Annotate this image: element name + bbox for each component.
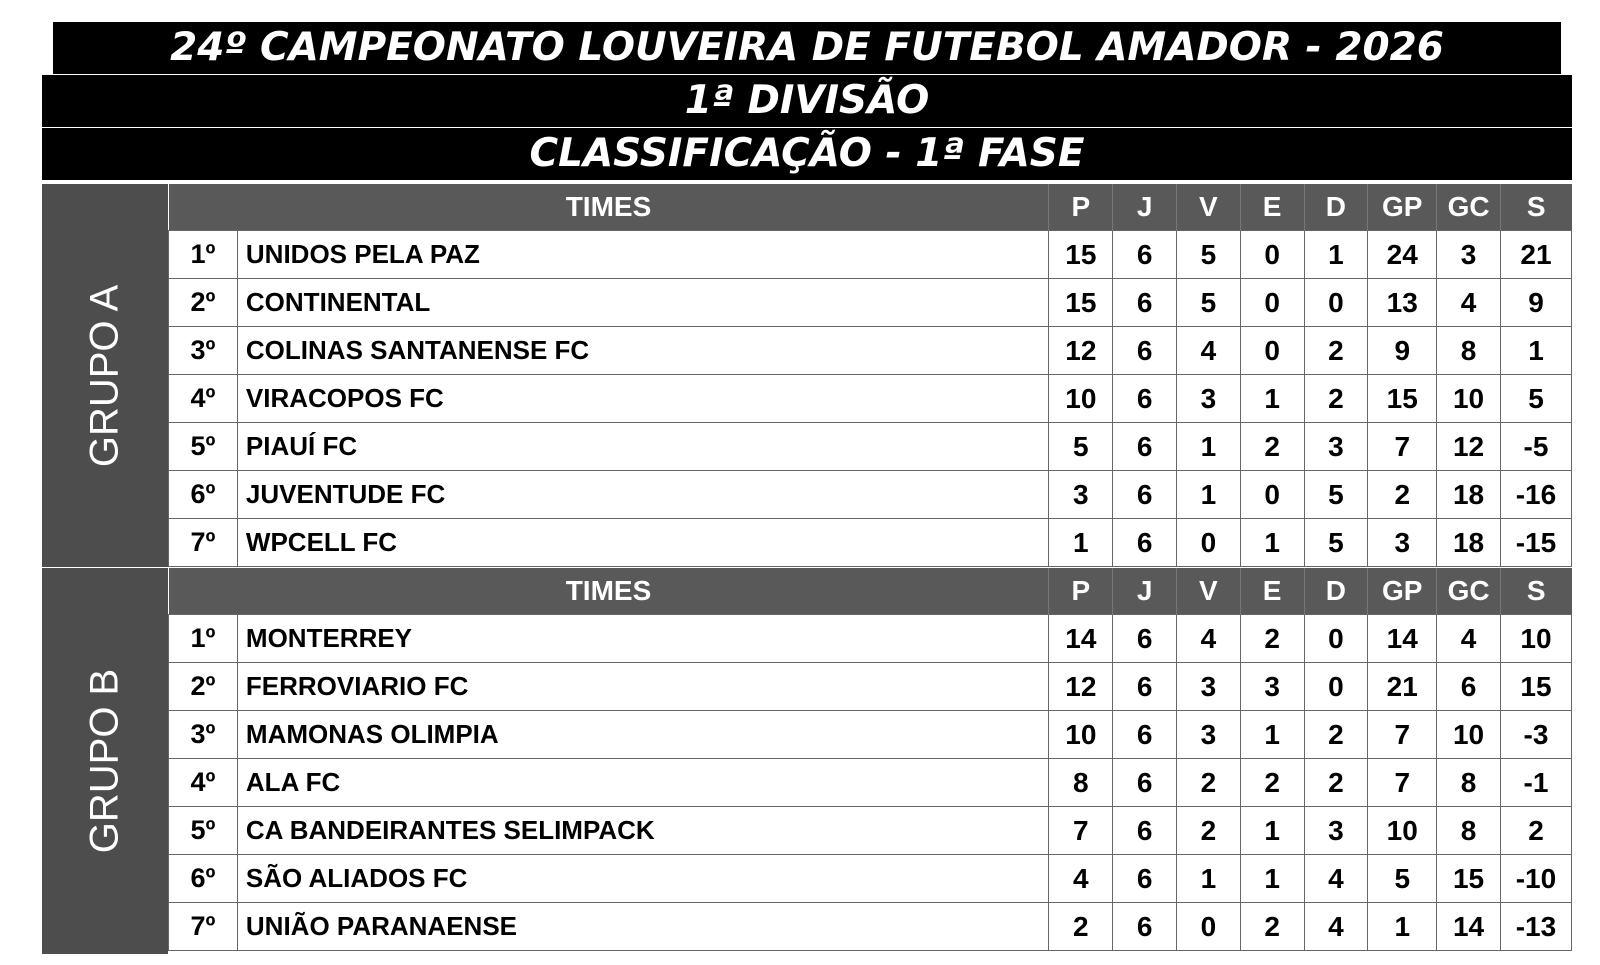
stat-v-cell: 1 [1176, 855, 1240, 903]
stat-j-cell: 6 [1113, 231, 1177, 279]
column-header-gc: GC [1437, 184, 1501, 231]
stat-p-cell: 10 [1049, 375, 1113, 423]
position-cell: 2º [169, 279, 238, 327]
group-b-label: GRUPO B [82, 668, 127, 854]
stat-e-cell: 2 [1240, 423, 1304, 471]
stat-s-cell: 1 [1500, 327, 1571, 375]
stat-s-cell: -5 [1500, 423, 1571, 471]
column-header-v: V [1176, 184, 1240, 231]
stat-j-cell: 6 [1113, 759, 1177, 807]
stat-s-cell: 9 [1500, 279, 1571, 327]
position-cell: 5º [169, 807, 238, 855]
stat-d-cell: 2 [1304, 327, 1368, 375]
position-cell: 3º [169, 327, 238, 375]
stat-d-cell: 3 [1304, 423, 1368, 471]
stat-gp-cell: 7 [1368, 423, 1437, 471]
phase-title: CLASSIFICAÇÃO - 1ª FASE [42, 128, 1572, 180]
table-row [169, 711, 1572, 759]
stat-e-cell: 1 [1240, 519, 1304, 567]
table-row [169, 615, 1572, 663]
stat-j-cell: 6 [1113, 279, 1177, 327]
group-b-label-cell [42, 568, 168, 954]
stat-gp-cell: 13 [1368, 279, 1437, 327]
stat-e-cell: 1 [1240, 855, 1304, 903]
stat-v-cell: 4 [1176, 327, 1240, 375]
table-row [169, 855, 1572, 903]
stat-v-cell: 1 [1176, 423, 1240, 471]
stat-e-cell: 0 [1240, 327, 1304, 375]
stat-p-cell: 4 [1049, 855, 1113, 903]
table-row [169, 327, 1572, 375]
stat-d-cell: 2 [1304, 759, 1368, 807]
team-name-cell: MONTERREY [237, 615, 1049, 663]
stat-gc-cell: 3 [1437, 231, 1501, 279]
stat-d-cell: 5 [1304, 519, 1368, 567]
stat-j-cell: 6 [1113, 855, 1177, 903]
column-header-j: J [1113, 568, 1177, 615]
stat-s-cell: -3 [1500, 711, 1571, 759]
stat-p-cell: 1 [1049, 519, 1113, 567]
table-row [169, 375, 1572, 423]
stat-gp-cell: 7 [1368, 759, 1437, 807]
stat-v-cell: 2 [1176, 807, 1240, 855]
stat-j-cell: 6 [1113, 711, 1177, 759]
column-header-p: P [1049, 568, 1113, 615]
stat-gc-cell: 4 [1437, 615, 1501, 663]
stat-d-cell: 3 [1304, 807, 1368, 855]
column-header-v: V [1176, 568, 1240, 615]
column-header-e: E [1240, 184, 1304, 231]
column-header-d: D [1304, 184, 1368, 231]
stat-s-cell: 21 [1500, 231, 1571, 279]
stat-gc-cell: 10 [1437, 711, 1501, 759]
column-header-s: S [1500, 184, 1571, 231]
team-name-cell: FERROVIARIO FC [237, 663, 1049, 711]
stat-gp-cell: 15 [1368, 375, 1437, 423]
stat-j-cell: 6 [1113, 327, 1177, 375]
stat-e-cell: 2 [1240, 615, 1304, 663]
stat-d-cell: 0 [1304, 663, 1368, 711]
table-row [169, 903, 1572, 951]
stat-j-cell: 6 [1113, 423, 1177, 471]
position-cell: 1º [169, 615, 238, 663]
stat-s-cell: 2 [1500, 807, 1571, 855]
stat-v-cell: 4 [1176, 615, 1240, 663]
table-row [169, 759, 1572, 807]
stat-gp-cell: 2 [1368, 471, 1437, 519]
table-row [169, 519, 1572, 567]
championship-title: 24º CAMPEONATO LOUVEIRA DE FUTEBOL AMADOR - 2026 [53, 22, 1561, 74]
position-cell: 7º [169, 903, 238, 951]
stat-p-cell: 7 [1049, 807, 1113, 855]
table-row [169, 663, 1572, 711]
team-name-cell: ALA FC [237, 759, 1049, 807]
column-header-s: S [1500, 568, 1571, 615]
stat-j-cell: 6 [1113, 615, 1177, 663]
team-name-cell: JUVENTUDE FC [237, 471, 1049, 519]
stat-p-cell: 12 [1049, 327, 1113, 375]
stat-s-cell: -15 [1500, 519, 1571, 567]
stat-s-cell: -10 [1500, 855, 1571, 903]
team-name-cell: CA BANDEIRANTES SELIMPACK [237, 807, 1049, 855]
position-cell: 7º [169, 519, 238, 567]
group-a-label-cell [42, 184, 168, 567]
stat-e-cell: 1 [1240, 711, 1304, 759]
stat-gp-cell: 9 [1368, 327, 1437, 375]
table-row [169, 423, 1572, 471]
stat-p-cell: 15 [1049, 231, 1113, 279]
stat-d-cell: 5 [1304, 471, 1368, 519]
position-cell: 6º [169, 471, 238, 519]
stat-j-cell: 6 [1113, 471, 1177, 519]
stat-v-cell: 3 [1176, 711, 1240, 759]
stat-p-cell: 2 [1049, 903, 1113, 951]
position-cell: 6º [169, 855, 238, 903]
table-row [169, 231, 1572, 279]
stat-d-cell: 0 [1304, 615, 1368, 663]
stat-d-cell: 0 [1304, 279, 1368, 327]
position-cell: 3º [169, 711, 238, 759]
stat-e-cell: 1 [1240, 375, 1304, 423]
stat-gc-cell: 4 [1437, 279, 1501, 327]
stat-v-cell: 5 [1176, 231, 1240, 279]
stat-d-cell: 2 [1304, 711, 1368, 759]
team-name-cell: VIRACOPOS FC [237, 375, 1049, 423]
header-row [169, 568, 1572, 615]
table-row [169, 471, 1572, 519]
stat-gc-cell: 18 [1437, 519, 1501, 567]
team-name-cell: COLINAS SANTANENSE FC [237, 327, 1049, 375]
stat-j-cell: 6 [1113, 519, 1177, 567]
stat-e-cell: 0 [1240, 279, 1304, 327]
stat-v-cell: 0 [1176, 903, 1240, 951]
stat-v-cell: 0 [1176, 519, 1240, 567]
stat-v-cell: 3 [1176, 375, 1240, 423]
stat-gc-cell: 8 [1437, 807, 1501, 855]
stat-e-cell: 2 [1240, 759, 1304, 807]
division-title: 1ª DIVISÃO [42, 75, 1572, 127]
stat-v-cell: 5 [1176, 279, 1240, 327]
header-row [169, 184, 1572, 231]
position-cell: 5º [169, 423, 238, 471]
team-name-cell: PIAUÍ FC [237, 423, 1049, 471]
stat-gp-cell: 5 [1368, 855, 1437, 903]
team-name-cell: SÃO ALIADOS FC [237, 855, 1049, 903]
stat-j-cell: 6 [1113, 903, 1177, 951]
stat-gp-cell: 10 [1368, 807, 1437, 855]
column-header-gp: GP [1368, 568, 1437, 615]
stat-gp-cell: 24 [1368, 231, 1437, 279]
stat-gc-cell: 10 [1437, 375, 1501, 423]
team-name-cell: WPCELL FC [237, 519, 1049, 567]
stat-e-cell: 2 [1240, 903, 1304, 951]
stat-v-cell: 1 [1176, 471, 1240, 519]
stat-d-cell: 1 [1304, 231, 1368, 279]
stat-v-cell: 3 [1176, 663, 1240, 711]
stat-gp-cell: 14 [1368, 615, 1437, 663]
stat-e-cell: 1 [1240, 807, 1304, 855]
stat-s-cell: 5 [1500, 375, 1571, 423]
stat-gp-cell: 7 [1368, 711, 1437, 759]
group-b-standings-table [168, 568, 1572, 951]
stat-gc-cell: 8 [1437, 759, 1501, 807]
stat-j-cell: 6 [1113, 663, 1177, 711]
table-row [169, 807, 1572, 855]
stat-p-cell: 3 [1049, 471, 1113, 519]
stat-gp-cell: 21 [1368, 663, 1437, 711]
stat-gc-cell: 18 [1437, 471, 1501, 519]
stat-gc-cell: 15 [1437, 855, 1501, 903]
position-cell: 2º [169, 663, 238, 711]
column-header-times: TIMES [169, 184, 1049, 231]
team-name-cell: UNIÃO PARANAENSE [237, 903, 1049, 951]
position-cell: 4º [169, 375, 238, 423]
stat-j-cell: 6 [1113, 807, 1177, 855]
stat-gp-cell: 3 [1368, 519, 1437, 567]
column-header-j: J [1113, 184, 1177, 231]
column-header-gc: GC [1437, 568, 1501, 615]
stat-gc-cell: 6 [1437, 663, 1501, 711]
group-a-label: GRUPO A [82, 284, 127, 467]
stat-s-cell: 10 [1500, 615, 1571, 663]
stat-p-cell: 5 [1049, 423, 1113, 471]
team-name-cell: CONTINENTAL [237, 279, 1049, 327]
stat-p-cell: 15 [1049, 279, 1113, 327]
stat-d-cell: 2 [1304, 375, 1368, 423]
stat-p-cell: 12 [1049, 663, 1113, 711]
stat-gp-cell: 1 [1368, 903, 1437, 951]
position-cell: 1º [169, 231, 238, 279]
stat-s-cell: -1 [1500, 759, 1571, 807]
stat-v-cell: 2 [1176, 759, 1240, 807]
stat-gc-cell: 8 [1437, 327, 1501, 375]
column-header-gp: GP [1368, 184, 1437, 231]
stat-p-cell: 14 [1049, 615, 1113, 663]
stat-j-cell: 6 [1113, 375, 1177, 423]
stat-p-cell: 8 [1049, 759, 1113, 807]
stat-d-cell: 4 [1304, 855, 1368, 903]
team-name-cell: UNIDOS PELA PAZ [237, 231, 1049, 279]
position-cell: 4º [169, 759, 238, 807]
column-header-p: P [1049, 184, 1113, 231]
stat-e-cell: 0 [1240, 231, 1304, 279]
team-name-cell: MAMONAS OLIMPIA [237, 711, 1049, 759]
stat-gc-cell: 14 [1437, 903, 1501, 951]
stat-s-cell: 15 [1500, 663, 1571, 711]
stat-e-cell: 3 [1240, 663, 1304, 711]
group-a-standings-table [168, 184, 1572, 567]
stat-s-cell: -13 [1500, 903, 1571, 951]
stat-e-cell: 0 [1240, 471, 1304, 519]
table-row [169, 279, 1572, 327]
stat-s-cell: -16 [1500, 471, 1571, 519]
stat-d-cell: 4 [1304, 903, 1368, 951]
stat-p-cell: 10 [1049, 711, 1113, 759]
column-header-e: E [1240, 568, 1304, 615]
column-header-d: D [1304, 568, 1368, 615]
stat-gc-cell: 12 [1437, 423, 1501, 471]
column-header-times: TIMES [169, 568, 1049, 615]
